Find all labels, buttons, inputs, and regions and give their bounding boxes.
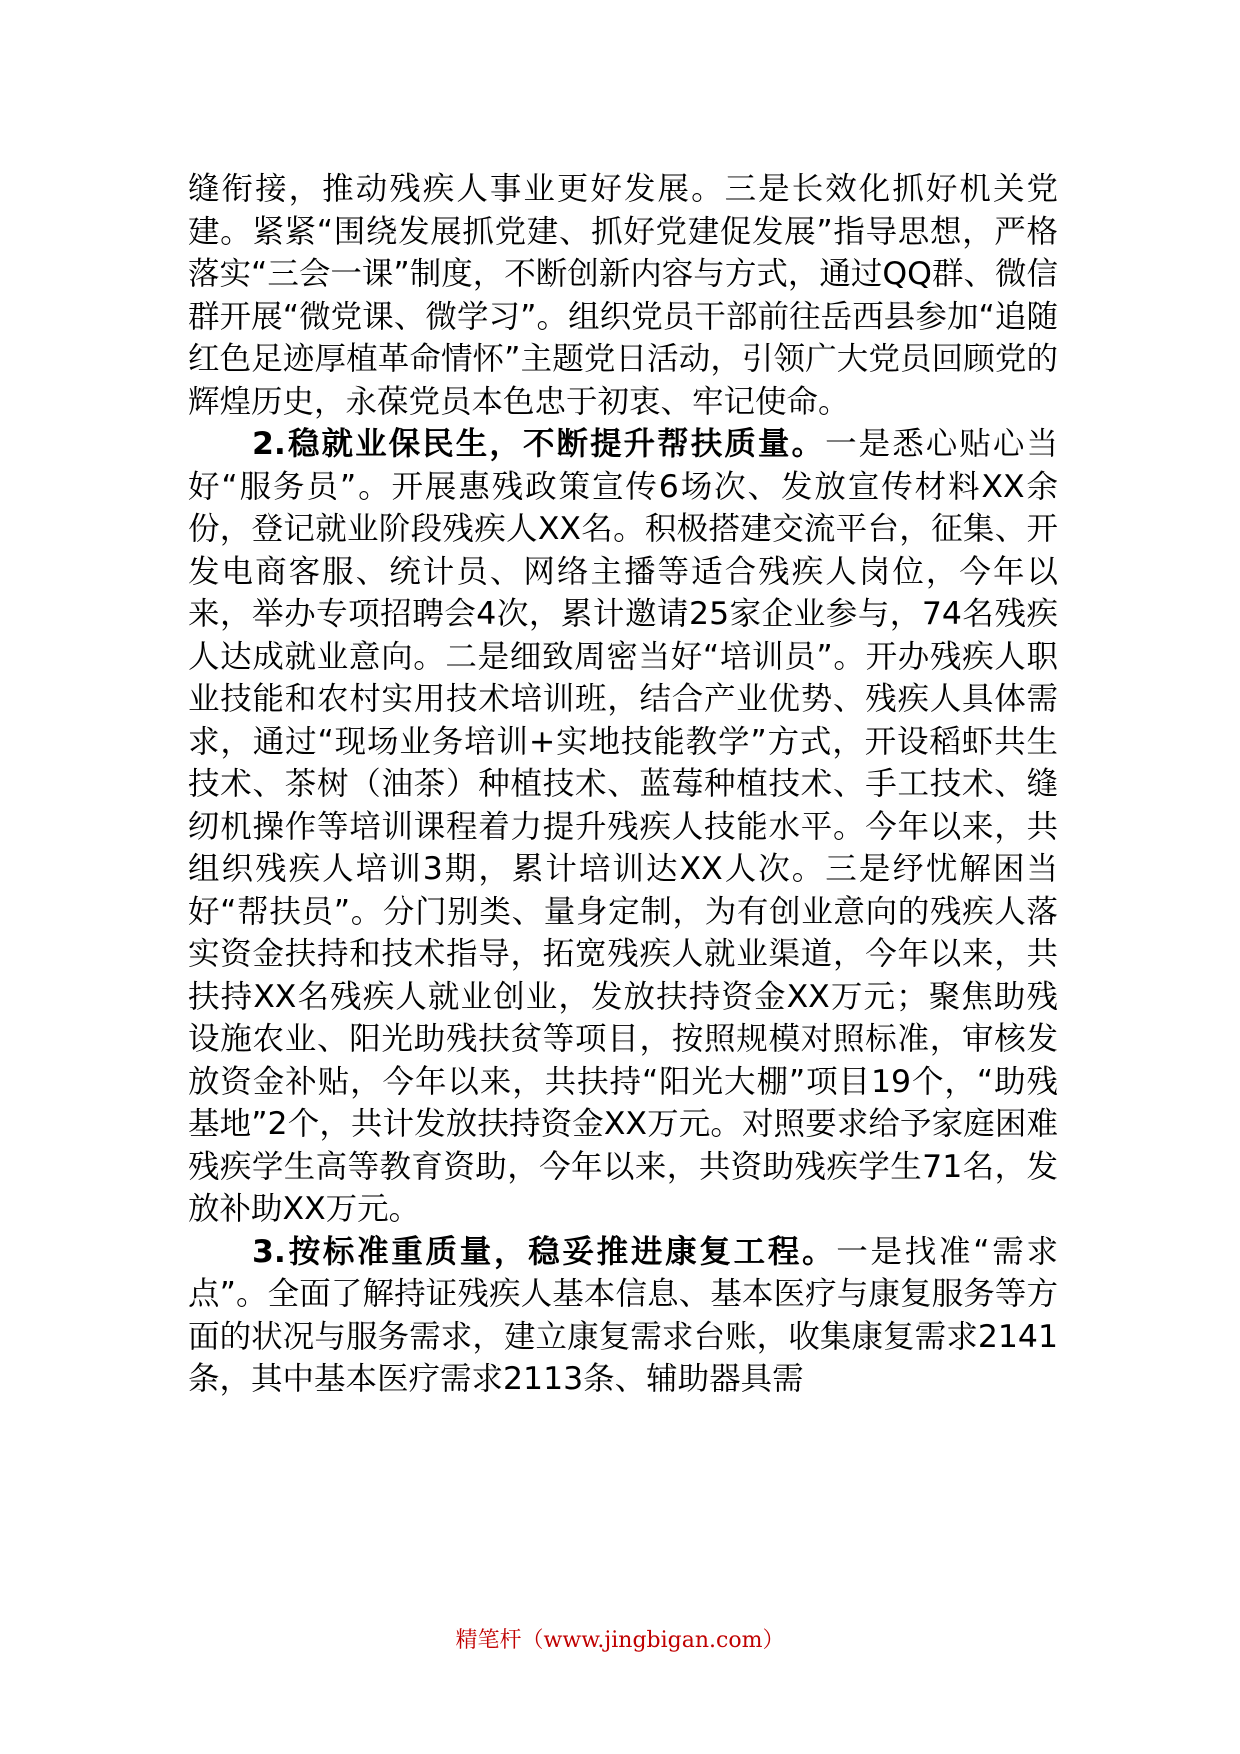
- paragraph-1: [188, 168, 1058, 423]
- paragraph-2: [188, 423, 1058, 1231]
- paragraph-2-text: 一是悉心贴心当好“服务员”。开展惠残政策宣传6场次、发放宣传材料XX余份，登记就业阶段残疾人XX名。积极搭建交流平台，征集、开发电商客服、统计员、网络主播等适合残疾人岗位，今年以来，举办专项招聘会4次，累计邀请25家企业参与，74名残疾人达成就业意向。二是细致周密当好“培训员”。开办残疾人职业技能和农村实用技术培训班，结合产业优势、残疾人具体需求，通过“现场业务培训+实地技能教学”方式，开设稻虾共生技术、茶树（油茶）种植技术、蓝莓种植技术、手工技术、缝纫机操作等培训课程着力提升残疾人技能水平。今年以来，共组织残疾人培训3期，累计培训达XX人次。三是纾忧解困当好“帮扶员”。分门别类、量身定制，为有创业意向的残疾人落实资金扶持和技术指导，拓宽残疾人就业渠道，今年以来，共扶持XX名残疾人就业创业，发放扶持资金XX万元；聚焦助残设施农业、阳光助残扶贫等项目，按照规模对照标准，审核发放资金补贴，今年以来，共扶持“阳光大棚”项目19个，“助残基地”2个，共计发放扶持资金XX万元。对照要求给予家庭困难残疾学生高等教育资助，今年以来，共资助残疾学生71名，发放补助XX万元。: [188, 426, 1058, 1227]
- document-body: [188, 168, 1058, 1401]
- paragraph-1-text: 缝衔接，推动残疾人事业更好发展。三是长效化抓好机关党建。紧紧“围绕发展抓党建、抓好党建促发展”指导思想，严格落实“三会一课”制度，不断创新内容与方式，通过QQ群、微信群开展“微党课、微学习”。组织党员干部前往岳西县参加“追随红色足迹厚植革命情怀”主题党日活动，引领广大党员回顾党的辉煌历史，永葆党员本色忠于初衷、牢记使命。: [188, 171, 1058, 420]
- footer-watermark: 精笔杆（www.jingbigan.com）: [455, 1628, 785, 1653]
- paragraph-2-heading: 2.稳就业保民生，不断提升帮扶质量。: [252, 426, 826, 462]
- paragraph-3: [188, 1231, 1058, 1401]
- paragraph-3-heading: 3.按标准重质量，稳妥推进康复工程。: [252, 1233, 837, 1270]
- paragraph-3-text: 一是找准“需求点”。全面了解持证残疾人基本信息、基本医疗与康复服务等方面的状况与服务需求，建立康复需求台账，收集康复需求2141条，其中基本医疗需求2113条、辅助器具需: [188, 1233, 1058, 1397]
